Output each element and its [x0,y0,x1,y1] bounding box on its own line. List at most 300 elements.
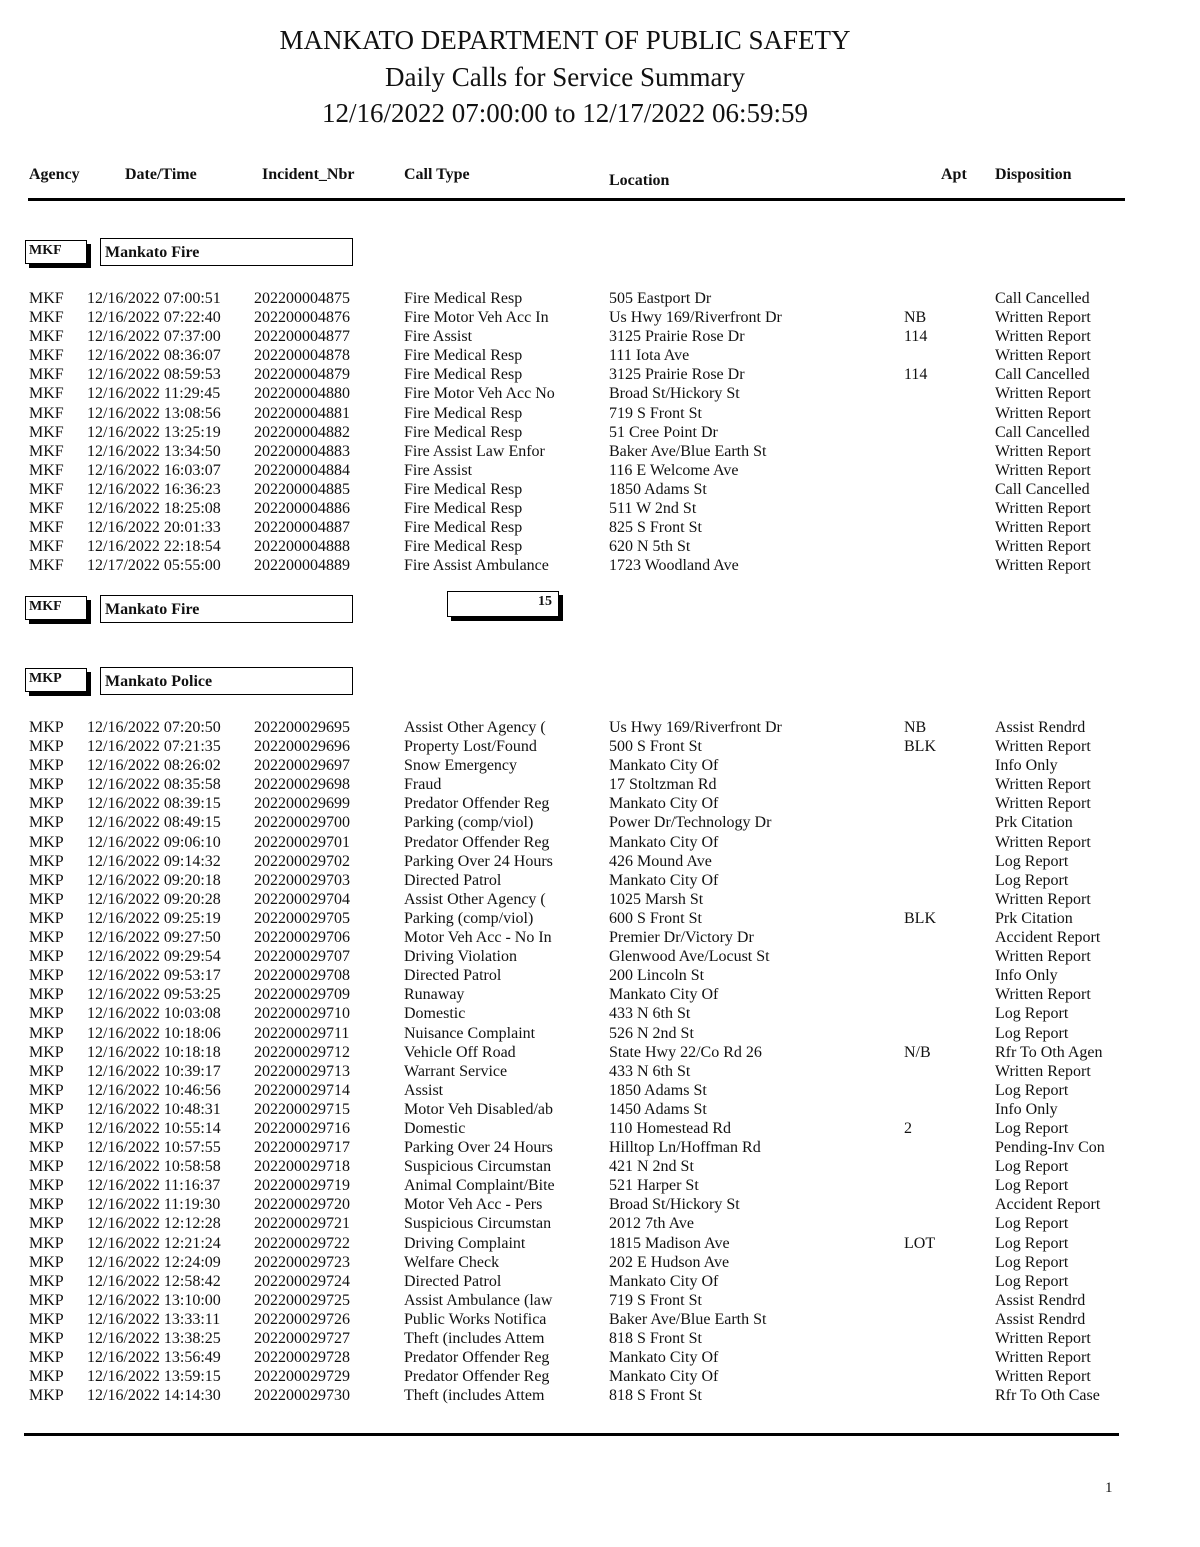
cell-datetime: 12/16/2022 12:24:09 [87,1253,221,1271]
table-row [0,365,1200,384]
col-agency: Agency [29,166,80,183]
cell-disposition: Log Report [995,1177,1069,1195]
cell-incident: 202200029711 [254,1024,350,1042]
cell-call-type: Theft (includes Attem [404,1387,545,1405]
cell-location: 433 N 6th St [609,1005,691,1023]
police-call-list [0,718,1200,1405]
cell-datetime: 12/16/2022 09:06:10 [87,833,221,851]
cell-location: Mankato City Of [609,757,719,775]
cell-location: Broad St/Hickory St [609,1196,740,1214]
cell-agency: MKP [29,1158,64,1176]
fire-call-count: 15 [447,591,559,617]
cell-call-type: Fire Medical Resp [404,366,523,384]
cell-location: 202 E Hudson Ave [609,1253,730,1271]
cell-agency: MKP [29,738,64,756]
cell-call-type: Warrant Service [404,1062,508,1080]
cell-incident: 202200029700 [254,814,350,832]
cell-location: 719 S Front St [609,1291,702,1309]
cell-incident: 202200029698 [254,776,350,794]
cell-location: Mankato City Of [609,1272,719,1290]
table-row [0,1367,1200,1386]
cell-datetime: 12/16/2022 09:20:28 [87,890,221,908]
cell-incident: 202200029705 [254,909,350,927]
cell-apt: NB [904,719,927,736]
cell-call-type: Driving Complaint [404,1234,526,1252]
cell-agency: MKF [29,519,64,537]
table-row [0,1214,1200,1233]
cell-agency: MKP [29,1349,64,1367]
cell-agency: MKP [29,776,64,794]
cell-incident: 202200004882 [254,423,350,441]
cell-datetime: 12/16/2022 13:38:25 [87,1330,221,1347]
cell-call-type: Parking (comp/viol) [404,909,534,927]
cell-disposition: Written Report [995,461,1091,479]
cell-location: 2012 7th Ave [609,1215,695,1233]
fire-footer-name: Mankato Fire [100,595,353,623]
cell-call-type: Fire Medical Resp [404,290,523,307]
cell-agency: MKF [29,538,64,556]
cell-disposition: Written Report [995,738,1091,756]
table-row [0,461,1200,480]
table-row [0,442,1200,461]
cell-disposition: Written Report [995,795,1091,813]
table-row [0,480,1200,499]
fire-agency-name: Mankato Fire [100,238,353,266]
cell-incident: 202200029702 [254,852,350,870]
header-divider [28,198,1125,201]
cell-agency: MKF [29,290,64,307]
cell-disposition: Log Report [995,1005,1069,1023]
cell-location: 600 S Front St [609,909,702,927]
cell-datetime: 12/16/2022 08:26:02 [87,757,221,775]
table-row [0,556,1200,575]
cell-incident: 202200029724 [254,1272,350,1290]
cell-agency: MKP [29,1272,64,1290]
cell-call-type: Assist Other Agency ( [404,890,546,908]
cell-disposition: Assist Rendrd [995,719,1086,736]
cell-disposition: Call Cancelled [995,423,1090,441]
cell-datetime: 12/16/2022 13:56:49 [87,1349,221,1367]
cell-incident: 202200029707 [254,948,350,966]
cell-agency: MKF [29,442,64,460]
cell-apt: 114 [904,328,928,346]
cell-apt: N/B [904,1043,931,1061]
cell-disposition: Info Only [995,757,1058,775]
cell-datetime: 12/16/2022 08:49:15 [87,814,221,832]
report-title: MANKATO DEPARTMENT OF PUBLIC SAFETY [279,25,851,55]
cell-incident: 202200029712 [254,1043,350,1061]
table-row [0,833,1200,852]
cell-location: 1025 Marsh St [609,890,704,908]
cell-call-type: Theft (includes Attem [404,1330,545,1347]
cell-call-type: Domestic [404,1119,466,1137]
cell-disposition: Log Report [995,1253,1069,1271]
cell-disposition: Written Report [995,309,1091,327]
cell-location: Mankato City Of [609,795,719,813]
cell-datetime: 12/16/2022 10:46:56 [87,1081,221,1099]
cell-location: Us Hwy 169/Riverfront Dr [609,719,782,736]
cell-agency: MKP [29,1330,64,1347]
cell-location: Premier Dr/Victory Dr [609,929,754,947]
cell-call-type: Snow Emergency [404,757,518,775]
cell-location: 116 E Welcome Ave [609,461,739,479]
cell-call-type: Nuisance Complaint [404,1024,536,1042]
cell-agency: MKP [29,871,64,889]
cell-datetime: 12/16/2022 09:25:19 [87,909,221,927]
cell-call-type: Fire Assist [404,328,473,346]
cell-location: 433 N 6th St [609,1062,691,1080]
cell-agency: MKF [29,347,64,365]
cell-disposition: Call Cancelled [995,290,1090,307]
cell-agency: MKP [29,967,64,985]
cell-disposition: Written Report [995,986,1091,1004]
cell-incident: 202200029708 [254,967,350,985]
cell-agency: MKP [29,1253,64,1271]
cell-agency: MKP [29,1177,64,1195]
cell-disposition: Written Report [995,328,1091,346]
cell-call-type: Assist Other Agency ( [404,719,546,736]
cell-call-type: Fire Motor Veh Acc No [404,385,555,403]
cell-location: Power Dr/Technology Dr [609,814,772,832]
cell-datetime: 12/16/2022 10:55:14 [87,1119,221,1137]
table-row [0,1348,1200,1367]
cell-disposition: Rfr To Oth Agen [995,1043,1103,1061]
cell-call-type: Motor Veh Disabled/ab [404,1100,554,1118]
fire-agency-code: MKF [25,240,87,264]
cell-location: 110 Homestead Rd [609,1119,732,1137]
cell-incident: 202200004875 [254,290,350,307]
cell-incident: 202200029695 [254,719,350,736]
cell-datetime: 12/16/2022 22:18:54 [87,538,221,556]
cell-agency: MKP [29,1062,64,1080]
cell-datetime: 12/16/2022 09:14:32 [87,852,221,870]
cell-incident: 202200029697 [254,757,350,775]
cell-incident: 202200004881 [254,404,350,422]
table-row [0,1119,1200,1138]
cell-call-type: Welfare Check [404,1253,500,1271]
cell-call-type: Fire Medical Resp [404,347,523,365]
cell-datetime: 12/16/2022 11:16:37 [87,1177,221,1195]
col-location: Location [609,172,670,189]
cell-agency: MKP [29,929,64,947]
cell-call-type: Fire Assist Ambulance [404,557,549,575]
cell-location: Mankato City Of [609,1349,719,1367]
cell-location: 111 Iota Ave [609,347,690,365]
cell-call-type: Parking Over 24 Hours [404,1139,553,1157]
cell-incident: 202200004878 [254,347,350,365]
cell-disposition: Pending-Inv Con [995,1139,1105,1157]
cell-agency: MKP [29,909,64,927]
table-row [0,1004,1200,1023]
cell-incident: 202200029728 [254,1349,350,1367]
cell-location: 500 S Front St [609,738,702,756]
cell-disposition: Written Report [995,1330,1091,1347]
cell-incident: 202200029701 [254,833,350,851]
cell-disposition: Log Report [995,1234,1069,1252]
cell-agency: MKP [29,890,64,908]
cell-location: 3125 Prairie Rose Dr [609,328,745,346]
table-row [0,1291,1200,1310]
table-row [0,518,1200,537]
cell-disposition: Call Cancelled [995,366,1090,384]
cell-agency: MKP [29,814,64,832]
cell-disposition: Written Report [995,538,1091,556]
cell-incident: 202200029713 [254,1062,350,1080]
cell-call-type: Predator Offender Reg [404,1368,550,1386]
cell-datetime: 12/16/2022 13:59:15 [87,1368,221,1386]
cell-datetime: 12/17/2022 05:55:00 [87,557,221,575]
cell-call-type: Fire Medical Resp [404,480,523,498]
table-row [0,346,1200,365]
cell-location: Glenwood Ave/Locust St [609,948,770,966]
cell-datetime: 12/16/2022 08:35:58 [87,776,221,794]
col-incident: Incident_Nbr [262,166,355,183]
table-row [0,737,1200,756]
col-apt: Apt [941,166,967,183]
cell-agency: MKP [29,1387,64,1405]
cell-datetime: 12/16/2022 11:29:45 [87,385,221,403]
cell-agency: MKP [29,1081,64,1099]
cell-location: 426 Mound Ave [609,852,712,870]
table-row [0,1386,1200,1405]
cell-agency: MKP [29,795,64,813]
cell-location: Hilltop Ln/Hoffman Rd [609,1139,761,1157]
cell-location: 51 Cree Point Dr [609,423,718,441]
cell-incident: 202200004889 [254,557,350,575]
cell-incident: 202200029720 [254,1196,350,1214]
cell-location: Mankato City Of [609,871,719,889]
cell-incident: 202200029710 [254,1005,350,1023]
cell-disposition: Written Report [995,519,1091,537]
cell-incident: 202200004879 [254,366,350,384]
cell-agency: MKP [29,948,64,966]
cell-agency: MKP [29,719,64,736]
cell-call-type: Runaway [404,986,465,1004]
fire-footer-code: MKF [25,596,87,620]
cell-call-type: Fraud [404,776,442,794]
table-row [0,327,1200,346]
cell-disposition: Written Report [995,500,1091,518]
cell-location: 200 Lincoln St [609,967,705,985]
table-row [0,1176,1200,1195]
cell-datetime: 12/16/2022 18:25:08 [87,500,221,518]
cell-incident: 202200029722 [254,1234,350,1252]
cell-incident: 202200029727 [254,1330,350,1347]
cell-agency: MKP [29,852,64,870]
cell-disposition: Written Report [995,404,1091,422]
cell-disposition: Written Report [995,347,1091,365]
cell-location: 620 N 5th St [609,538,691,556]
cell-call-type: Parking (comp/viol) [404,814,534,832]
cell-agency: MKP [29,1310,64,1328]
cell-datetime: 12/16/2022 09:29:54 [87,948,221,966]
cell-incident: 202200029723 [254,1253,350,1271]
cell-call-type: Public Works Notifica [404,1310,547,1328]
cell-agency: MKP [29,757,64,775]
cell-call-type: Assist [404,1081,444,1099]
cell-call-type: Parking Over 24 Hours [404,852,553,870]
cell-location: Mankato City Of [609,833,719,851]
cell-incident: 202200004880 [254,385,350,403]
cell-agency: MKP [29,1291,64,1309]
cell-datetime: 12/16/2022 07:21:35 [87,738,221,756]
cell-incident: 202200004883 [254,442,350,460]
cell-disposition: Written Report [995,557,1091,575]
cell-disposition: Written Report [995,385,1091,403]
table-row [0,852,1200,871]
cell-agency: MKP [29,986,64,1004]
page-number: 1 [1105,1480,1113,1496]
cell-datetime: 12/16/2022 10:18:18 [87,1043,221,1061]
cell-datetime: 12/16/2022 13:33:11 [87,1310,221,1328]
cell-datetime: 12/16/2022 09:27:50 [87,929,221,947]
cell-datetime: 12/16/2022 13:10:00 [87,1291,221,1309]
table-row [0,1062,1200,1081]
col-datetime: Date/Time [125,166,197,183]
cell-agency: MKF [29,461,64,479]
table-row [0,1138,1200,1157]
table-row [0,909,1200,928]
cell-incident: 202200029726 [254,1310,350,1328]
cell-agency: MKP [29,1368,64,1386]
cell-disposition: Written Report [995,890,1091,908]
police-agency-code: MKP [25,668,87,692]
cell-incident: 202200029704 [254,890,350,908]
table-row [0,1329,1200,1348]
cell-incident: 202200004887 [254,519,350,537]
table-row [0,1272,1200,1291]
cell-call-type: Domestic [404,1005,466,1023]
cell-location: 17 Stoltzman Rd [609,776,717,794]
table-row [0,1310,1200,1329]
table-row [0,499,1200,518]
cell-location: 719 S Front St [609,404,702,422]
cell-incident: 202200029717 [254,1139,350,1157]
table-row [0,794,1200,813]
table-row [0,947,1200,966]
cell-disposition: Log Report [995,1024,1069,1042]
cell-location: Us Hwy 169/Riverfront Dr [609,309,782,327]
cell-call-type: Directed Patrol [404,871,502,889]
cell-disposition: Log Report [995,871,1069,889]
cell-call-type: Fire Medical Resp [404,519,523,537]
cell-call-type: Fire Assist Law Enfor [404,442,545,460]
cell-incident: 202200029706 [254,929,350,947]
cell-datetime: 12/16/2022 20:01:33 [87,519,221,537]
cell-disposition: Written Report [995,1062,1091,1080]
cell-call-type: Assist Ambulance (law [404,1291,553,1309]
table-row [0,423,1200,442]
cell-datetime: 12/16/2022 07:20:50 [87,719,221,736]
cell-disposition: Rfr To Oth Case [995,1387,1100,1405]
cell-call-type: Fire Motor Veh Acc In [404,309,549,327]
cell-disposition: Log Report [995,1081,1069,1099]
cell-incident: 202200029696 [254,738,350,756]
table-row [0,813,1200,832]
cell-incident: 202200029721 [254,1215,350,1233]
cell-incident: 202200029715 [254,1100,350,1118]
cell-datetime: 12/16/2022 10:58:58 [87,1158,221,1176]
cell-incident: 202200029729 [254,1368,350,1386]
cell-datetime: 12/16/2022 12:58:42 [87,1272,221,1290]
cell-disposition: Prk Citation [995,814,1073,832]
cell-agency: MKP [29,1043,64,1061]
cell-location: State Hwy 22/Co Rd 26 [609,1043,762,1061]
col-disposition: Disposition [995,166,1072,183]
cell-datetime: 12/16/2022 07:00:51 [87,290,221,307]
table-row [0,890,1200,909]
table-row [0,537,1200,556]
cell-incident: 202200029709 [254,986,350,1004]
cell-datetime: 12/16/2022 08:59:53 [87,366,221,384]
cell-incident: 202200004877 [254,328,350,346]
cell-apt: BLK [904,909,936,927]
cell-disposition: Call Cancelled [995,480,1090,498]
cell-disposition: Info Only [995,967,1058,985]
cell-call-type: Property Lost/Found [404,738,537,756]
cell-disposition: Info Only [995,1100,1058,1118]
cell-disposition: Log Report [995,1158,1069,1176]
cell-call-type: Fire Medical Resp [404,538,523,556]
table-row [0,1043,1200,1062]
cell-call-type: Driving Violation [404,948,517,966]
cell-location: Baker Ave/Blue Earth St [609,1310,767,1328]
cell-location: 1815 Madison Ave [609,1234,730,1252]
cell-location: 818 S Front St [609,1330,702,1347]
cell-call-type: Predator Offender Reg [404,795,550,813]
cell-agency: MKP [29,1139,64,1157]
cell-incident: 202200004884 [254,461,350,479]
cell-incident: 202200004885 [254,480,350,498]
cell-incident: 202200029718 [254,1158,350,1176]
cell-datetime: 12/16/2022 07:37:00 [87,328,221,346]
cell-disposition: Prk Citation [995,909,1073,927]
cell-call-type: Suspicious Circumstan [404,1158,552,1176]
table-row [0,1253,1200,1272]
cell-disposition: Log Report [995,1119,1069,1137]
cell-incident: 202200029716 [254,1119,350,1137]
cell-call-type: Suspicious Circumstan [404,1215,552,1233]
table-row [0,289,1200,308]
cell-datetime: 12/16/2022 16:03:07 [87,461,221,479]
cell-agency: MKF [29,500,64,518]
cell-agency: MKP [29,1024,64,1042]
cell-call-type: Fire Assist [404,461,473,479]
cell-agency: MKF [29,385,64,403]
police-agency-name: Mankato Police [100,667,353,695]
cell-agency: MKF [29,404,64,422]
cell-apt: LOT [904,1234,936,1252]
col-calltype: Call Type [404,166,470,183]
report-date-range: 12/16/2022 07:00:00 to 12/17/2022 06:59:59 [321,98,808,128]
cell-datetime: 12/16/2022 08:39:15 [87,795,221,813]
cell-call-type: Directed Patrol [404,967,502,985]
cell-datetime: 12/16/2022 09:53:17 [87,967,221,985]
cell-disposition: Log Report [995,1272,1069,1290]
cell-location: 511 W 2nd St [609,500,697,518]
cell-incident: 202200029719 [254,1177,350,1195]
cell-datetime: 12/16/2022 13:25:19 [87,423,221,441]
cell-datetime: 12/16/2022 10:39:17 [87,1062,221,1080]
table-row [0,1024,1200,1043]
cell-incident: 202200029699 [254,795,350,813]
cell-disposition: Assist Rendrd [995,1310,1086,1328]
cell-disposition: Assist Rendrd [995,1291,1086,1309]
cell-location: Mankato City Of [609,986,719,1004]
cell-datetime: 12/16/2022 16:36:23 [87,480,221,498]
cell-call-type: Vehicle Off Road [404,1043,516,1061]
cell-agency: MKP [29,1119,64,1137]
